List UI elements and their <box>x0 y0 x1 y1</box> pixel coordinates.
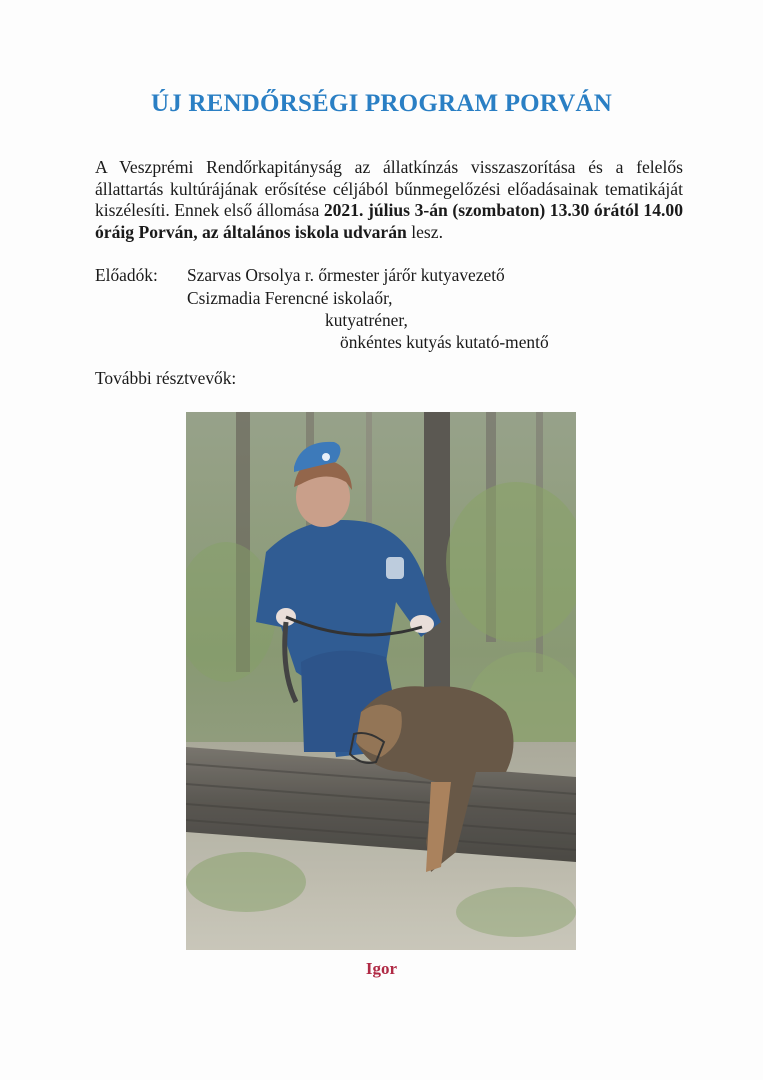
intro-paragraph <box>95 157 683 243</box>
presenter-line-1: Szarvas Orsolya r. őrmester járőr kutyavezető <box>187 265 505 285</box>
photo-caption: Igor <box>365 959 398 978</box>
event-datetime-location: 2021. július 3-án (szombaton) 13.30 órától 14.00 óráig Porván, az általános iskola udvarán <box>95 200 684 242</box>
participants-label: További résztvevők: <box>95 368 237 388</box>
page-title: ÚJ RENDŐRSÉGI PROGRAM PORVÁN <box>151 90 612 117</box>
presenters-label: Előadók: <box>95 265 158 285</box>
intro-text-end: lesz. <box>406 221 443 242</box>
photo-officer-with-dog <box>186 412 576 950</box>
presenter-line-4: önkéntes kutyás kutató-mentő <box>340 332 549 352</box>
presenter-line-3: kutyatréner, <box>325 310 408 330</box>
photo-illustration <box>186 412 576 950</box>
intro-text: A Veszprémi Rendőrkapitányság az állatkínzás visszaszorítása és a felelős állattartás kultúrájának erősítése céljából bűnmegelőzési előadásainak tematikáját kiszélesíti. Ennek első állomása <box>95 157 683 220</box>
presenter-line-2: Csizmadia Ferencné iskolaőr, <box>187 288 393 308</box>
